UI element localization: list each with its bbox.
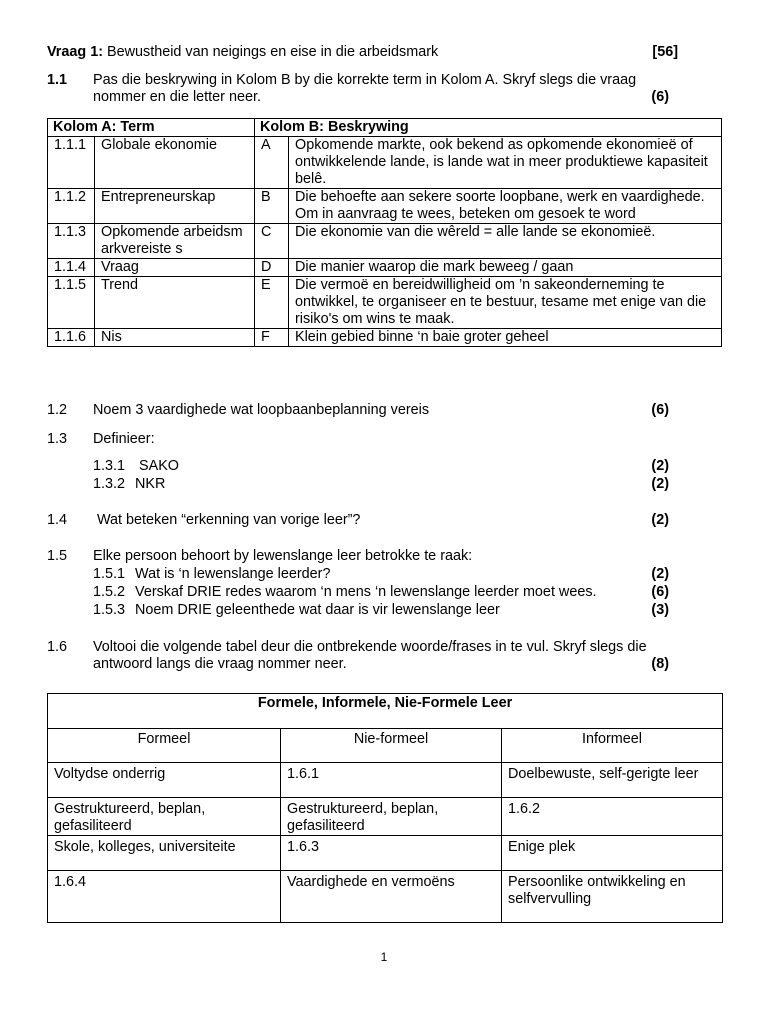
q1-1-text <box>93 72 673 106</box>
row-term: Globale ekonomie <box>95 137 255 189</box>
question-header <box>47 44 678 61</box>
table-row <box>48 329 722 347</box>
item-text: Noem DRIE geleenthede wat daar is vir lewenslange leer <box>135 602 500 618</box>
q1-3-2 <box>93 476 669 493</box>
matching-table <box>47 118 722 347</box>
q1-4 <box>97 512 669 529</box>
row-description: Klein gebied binne ‘n baie groter geheel <box>289 329 722 347</box>
q1-2-text: Noem 3 vaardighede wat loopbaanbeplanning vereis <box>93 402 430 418</box>
table-cell: Skole, kolleges, universiteite <box>48 836 281 871</box>
row-term: Trend <box>95 277 255 329</box>
row-letter: D <box>255 259 289 277</box>
table-cell: 1.6.1 <box>281 763 502 798</box>
q1-4-marks: (2) <box>651 512 669 528</box>
item-number: 1.5.3 <box>93 602 126 618</box>
row-description: Opkomende markte, ook bekend as opkomende ekonomieë of ontwikkelende lande, is lande wat in meer produktiewe kapasiteit belê. <box>289 137 722 189</box>
q1-5-number: 1.5 <box>47 548 68 564</box>
question-label: Vraag 1: <box>47 44 103 60</box>
table-cell: Gestruktureerd, beplan, gefasiliteerd <box>48 798 281 836</box>
table-cell: Persoonlike ontwikkeling en selfvervulling <box>502 871 723 923</box>
item-text: SAKO <box>139 458 180 474</box>
q1-2-number: 1.2 <box>47 402 68 418</box>
table-row <box>48 189 722 224</box>
table-cell: 1.6.2 <box>502 798 723 836</box>
q1-2-marks: (6) <box>651 402 669 418</box>
table-cell: Doelbewuste, self-gerigte leer <box>502 763 723 798</box>
column-header: Informeel <box>502 729 723 763</box>
q1-6-line1: Voltooi die volgende tabel deur die ontbrekende woorde/frases in te vul. Skryf slegs die <box>93 639 647 655</box>
row-letter: F <box>255 329 289 347</box>
row-letter: B <box>255 189 289 224</box>
q1-1-line2: nommer en die letter neer. <box>93 89 261 105</box>
table-cell: 1.6.4 <box>48 871 281 923</box>
item-text: NKR <box>135 476 166 492</box>
q1-6-text <box>93 639 673 673</box>
q1-5-text: Elke persoon behoort by lewenslange leer betrokke te raak: <box>93 548 473 564</box>
learning-table-title-row <box>48 694 723 729</box>
table-row <box>48 224 722 259</box>
row-number: 1.1.6 <box>48 329 95 347</box>
learning-table-header <box>48 729 723 763</box>
page-number: 1 <box>380 950 388 964</box>
row-number: 1.1.5 <box>48 277 95 329</box>
row-description: Die manier waarop die mark beweeg / gaan <box>289 259 722 277</box>
item-number: 1.5.2 <box>93 584 126 600</box>
q1-3-text: Definieer: <box>93 431 155 447</box>
table-cell: Gestruktureerd, beplan, gefasiliteerd <box>281 798 502 836</box>
row-number: 1.1.1 <box>48 137 95 189</box>
item-text: Verskaf DRIE redes waarom ‘n mens ‘n lewenslange leerder moet wees. <box>135 584 597 600</box>
table-row <box>48 259 722 277</box>
q1-1-number: 1.1 <box>47 72 68 88</box>
q1-6-line2: antwoord langs die vraag nommer neer. <box>93 656 347 672</box>
row-term: Nis <box>95 329 255 347</box>
row-number: 1.1.2 <box>48 189 95 224</box>
q1-6-marks: (8) <box>651 656 669 672</box>
row-description: Die behoefte aan sekere soorte loopbane, werk en vaardighede. Om in aanvraag te wees, beteken om gesoek te word <box>289 189 722 224</box>
row-term: Vraag <box>95 259 255 277</box>
q1-5-2 <box>93 584 669 601</box>
question-total: [56] <box>652 44 678 60</box>
item-text: Wat is ‘n lewenslange leerder? <box>135 566 331 582</box>
table-cell: Vaardighede en vermoëns <box>281 871 502 923</box>
q1-1-line2-wrap <box>93 89 673 106</box>
q1-3-1 <box>93 458 669 475</box>
table-cell: Enige plek <box>502 836 723 871</box>
row-number: 1.1.4 <box>48 259 95 277</box>
table-row <box>48 798 723 836</box>
q1-1-marks: (6) <box>651 89 669 105</box>
header-column-b: Kolom B: Beskrywing <box>255 119 722 137</box>
row-letter: E <box>255 277 289 329</box>
item-marks: (2) <box>651 476 669 492</box>
item-number: 1.3.2 <box>93 476 126 492</box>
item-marks: (2) <box>651 566 669 582</box>
matching-table-header <box>48 119 722 137</box>
column-header: Formeel <box>48 729 281 763</box>
table-row <box>48 137 722 189</box>
header-column-a: Kolom A: Term <box>48 119 255 137</box>
q1-5-3 <box>93 602 669 619</box>
table-cell: Voltydse onderrig <box>48 763 281 798</box>
learning-table <box>47 693 723 923</box>
table-row <box>48 277 722 329</box>
item-marks: (2) <box>651 458 669 474</box>
table-row <box>48 763 723 798</box>
table-cell: 1.6.3 <box>281 836 502 871</box>
column-header: Nie-formeel <box>281 729 502 763</box>
q1-3-number: 1.3 <box>47 431 68 447</box>
item-number: 1.5.1 <box>93 566 126 582</box>
row-term: Opkomende arbeidsmarkvereiste s <box>95 224 255 259</box>
row-number: 1.1.3 <box>48 224 95 259</box>
q1-4-text: Wat beteken “erkenning van vorige leer”? <box>97 512 361 528</box>
q1-5-1 <box>93 566 669 583</box>
q1-6-number: 1.6 <box>47 639 68 655</box>
row-description: Die vermoë en bereidwilligheid om ’n sakeonderneming te ontwikkel, te organiseer en te bestuur, tesame met enige van die risiko's om wins te maak. <box>289 277 722 329</box>
row-term: Entrepreneurskap <box>95 189 255 224</box>
q1-4-number: 1.4 <box>47 512 68 528</box>
row-description: Die ekonomie van die wêreld = alle lande se ekonomieë. <box>289 224 722 259</box>
q1-1-line1: Pas die beskrywing in Kolom B by die korrekte term in Kolom A. Skryf slegs die vraag <box>93 72 637 88</box>
q1-6-line2-wrap <box>93 656 673 673</box>
table-row <box>48 836 723 871</box>
q1-2 <box>93 402 669 419</box>
item-marks: (6) <box>651 584 669 600</box>
item-marks: (3) <box>651 602 669 618</box>
question-title: Bewustheid van neigings en eise in die arbeidsmark <box>107 44 439 60</box>
table-row <box>48 871 723 923</box>
row-letter: C <box>255 224 289 259</box>
item-number: 1.3.1 <box>93 458 126 474</box>
row-letter: A <box>255 137 289 189</box>
learning-table-title: Formele, Informele, Nie-Formele Leer <box>48 694 723 729</box>
